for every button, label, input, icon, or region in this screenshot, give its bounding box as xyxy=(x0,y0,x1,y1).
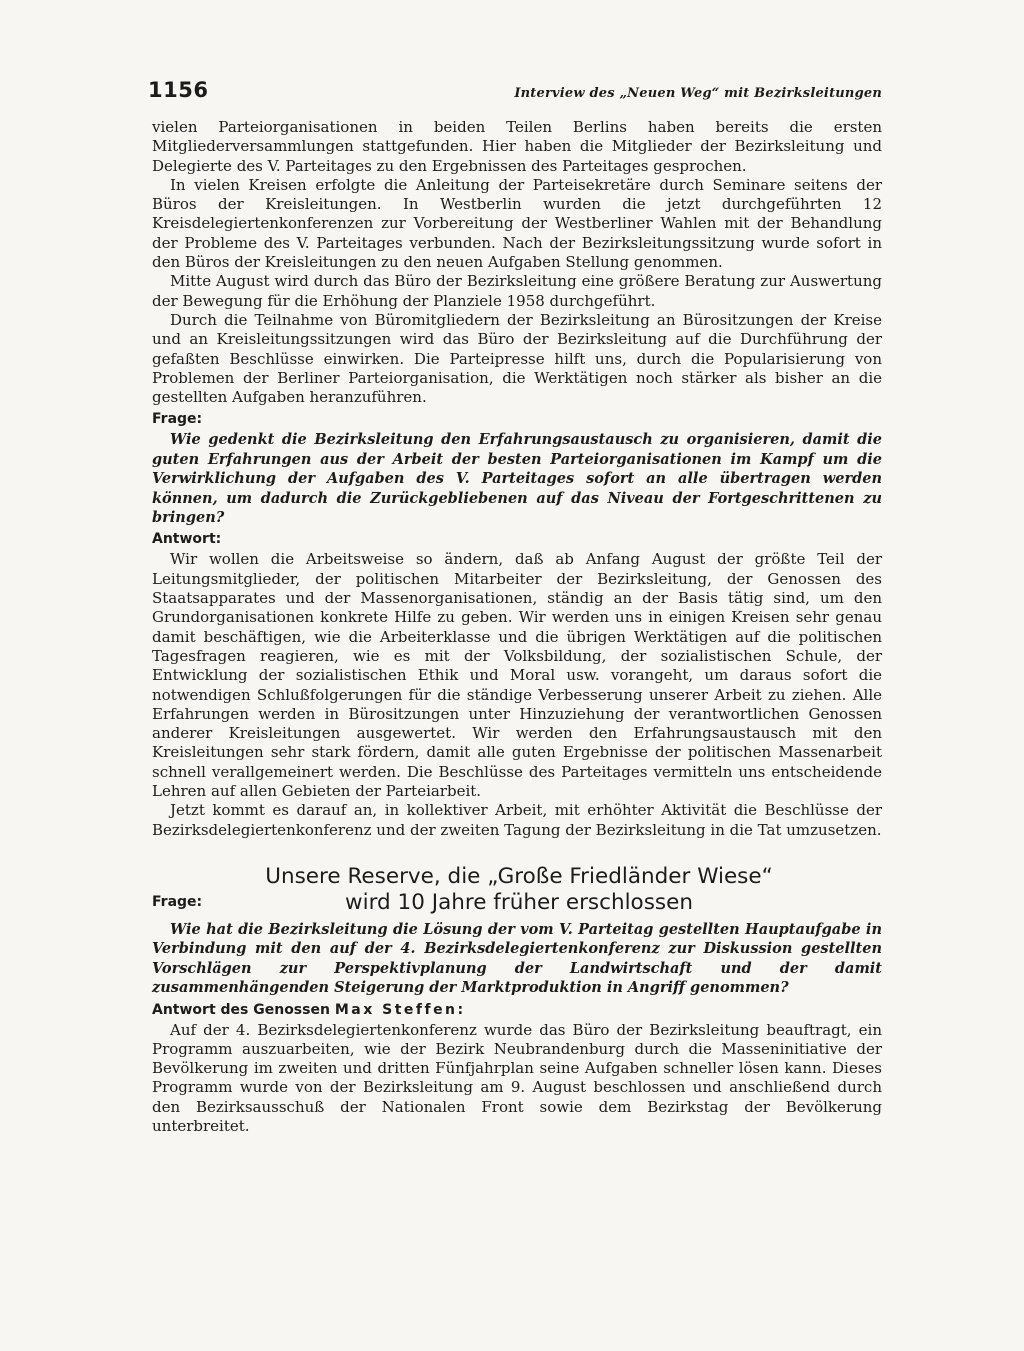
answer-label xyxy=(152,1000,882,1020)
section-heading-block xyxy=(152,864,882,920)
page-header xyxy=(148,78,882,118)
paragraph: Durch die Teilnahme von Büromitgliedern der Bezirksleitung an Bürositzungen der Kreise und an Kreisleitungssitzungen wird das Büro der Bezirksleitung auf die Durchführung der gefaßten Beschlüsse einwirken. Die Parteipresse hilft uns, durch die Popularisierung von Problemen der Berliner Parteiorganisation, die Werktätigen noch stärker als bisher an die gestellten Aufgaben heranzuführen. xyxy=(152,310,882,407)
running-title: Interview des „Neuen Weg“ mit Bezirksleitungen xyxy=(514,86,882,101)
section-heading-line-1: Unsere Reserve, die „Große Friedländer Wiese“ xyxy=(265,863,773,889)
page-number: 1156 xyxy=(148,78,209,102)
paragraph: vielen Parteiorganisationen in beiden Teilen Berlins haben bereits die ersten Mitgliederversammlungen stattgefunden. Hier haben die Mitglieder der Bezirksleitung und Delegierte des V. Parteitages zu den Ergebnissen des Parteitages gesprochen. xyxy=(152,118,882,175)
question-text: Wie hat die Bezirksleitung die Lösung der vom V. Parteitag gestellten Hauptaufgabe in Verbindung mit den auf der 4. Bezirksdelegiertenkonferenz zur Diskussion gestellten Vorschlägen zur Perspektivplanung der Landwirtschaft und der damit zusammenhängenden Steigerung der Marktproduktion in Angriff genommen? xyxy=(152,920,882,997)
answer-label: Antwort: xyxy=(152,531,222,548)
paragraph: In vielen Kreisen erfolgte die Anleitung der Parteisekretäre durch Seminare seitens der Büros der Kreisleitungen. In Westberlin wurden die jetzt durchgeführten 12 Kreisdelegiertenkonferenzen zur Vorbereitung der Westberliner Wahlen mit der Behandlung der Probleme des V. Parteitages verbunden. Nach der Bezirksleitungssitzung wurde sofort in den Büros der Kreisleitungen zu den neuen Aufgaben Stellung genommen. xyxy=(152,175,882,272)
answer-label-prefix: Antwort des Genossen xyxy=(152,1001,335,1018)
answer-label-name: Max Steffen xyxy=(334,1001,458,1018)
question-label: Frage: xyxy=(152,411,203,428)
answer-paragraph: Auf der 4. Bezirksdelegiertenkonferenz wurde das Büro der Bezirksleitung beauftragt, ein Programm auszuarbeiten, wie der Bezirk Neubrandenburg durch die Masseninitiative der Bevölkerung im zweiten und dritten Fünfjahrplan seine Aufgaben schneller lösen kann. Dieses Programm wurde von der Bezirksleitung am 9. August beschlossen und anschließend durch den Bezirksausschuß der Nationalen Front sowie dem Bezirkstag der Bevölkerung unterbreitet. xyxy=(152,1020,882,1136)
answer-label-suffix: : xyxy=(457,1001,464,1018)
answer-paragraph: Wir wollen die Arbeitsweise so ändern, daß ab Anfang August der größte Teil der Leitungsmitglieder, der politischen Mitarbeiter der Bezirksleitung, der Genossen des Staatsapparates und der Massenorganisationen, ständig an der Basis tätig sind, um den Grundorganisationen konkrete Hilfe zu geben. Wir werden uns in einigen Kreisen sehr genau damit beschäftigen, wie die Arbeiterklasse und die übrigen Werktätigen auf die politischen Tagesfragen reagieren, wie es mit der Volksbildung, der sozialistischen Schule, der Entwicklung der sozialistischen Ethik und Moral usw. vorangeht, um daraus sofort die notwendigen Schlußfolgerungen für die ständige Verbesserung unserer Arbeit zu ziehen. Alle Erfahrungen werden in Bürositzungen unter Hinzuziehung der verantwortlichen Genossen anderer Kreisleitungen ausgewertet. Wir werden den Erfahrungsaustausch mit den Kreisleitungen sehr stark fördern, damit alle guten Ergebnisse der politischen Massenarbeit schnell verallgemeinert werden. Die Beschlüsse des Parteitages vermitteln uns entscheidende Lehren auf allen Gebieten der Parteiarbeit. xyxy=(152,550,882,801)
section-heading xyxy=(214,864,824,916)
question-text: Wie gedenkt die Bezirksleitung den Erfahrungsaustausch zu organisieren, damit die guten Erfahrungen aus der Arbeit der besten Parteiorganisationen im Kampf um die Verwirklichung der Aufgaben des V. Parteitages sofort an alle übertragen werden können, um dadurch die Zurückgebliebenen auf das Niveau der Fortgeschrittenen zu bringen? xyxy=(152,431,882,527)
answer-paragraph: Jetzt kommt es darauf an, in kollektiver Arbeit, mit erhöhter Aktivität die Beschlüsse der Bezirksdelegiertenkonferenz und der zweiten Tagung der Bezirksleitung in die Tat umzusetzen. xyxy=(152,801,882,839)
document-page xyxy=(148,78,882,1136)
section-heading-line-2: wird 10 Jahre früher erschlossen xyxy=(345,889,693,915)
paragraph: Mitte August wird durch das Büro der Bezirksleitung eine größere Beratung zur Auswertung der Bewegung für die Erhöhung der Planziele 1958 durchgeführt. xyxy=(152,272,882,310)
question-label: Frage: xyxy=(152,893,203,910)
